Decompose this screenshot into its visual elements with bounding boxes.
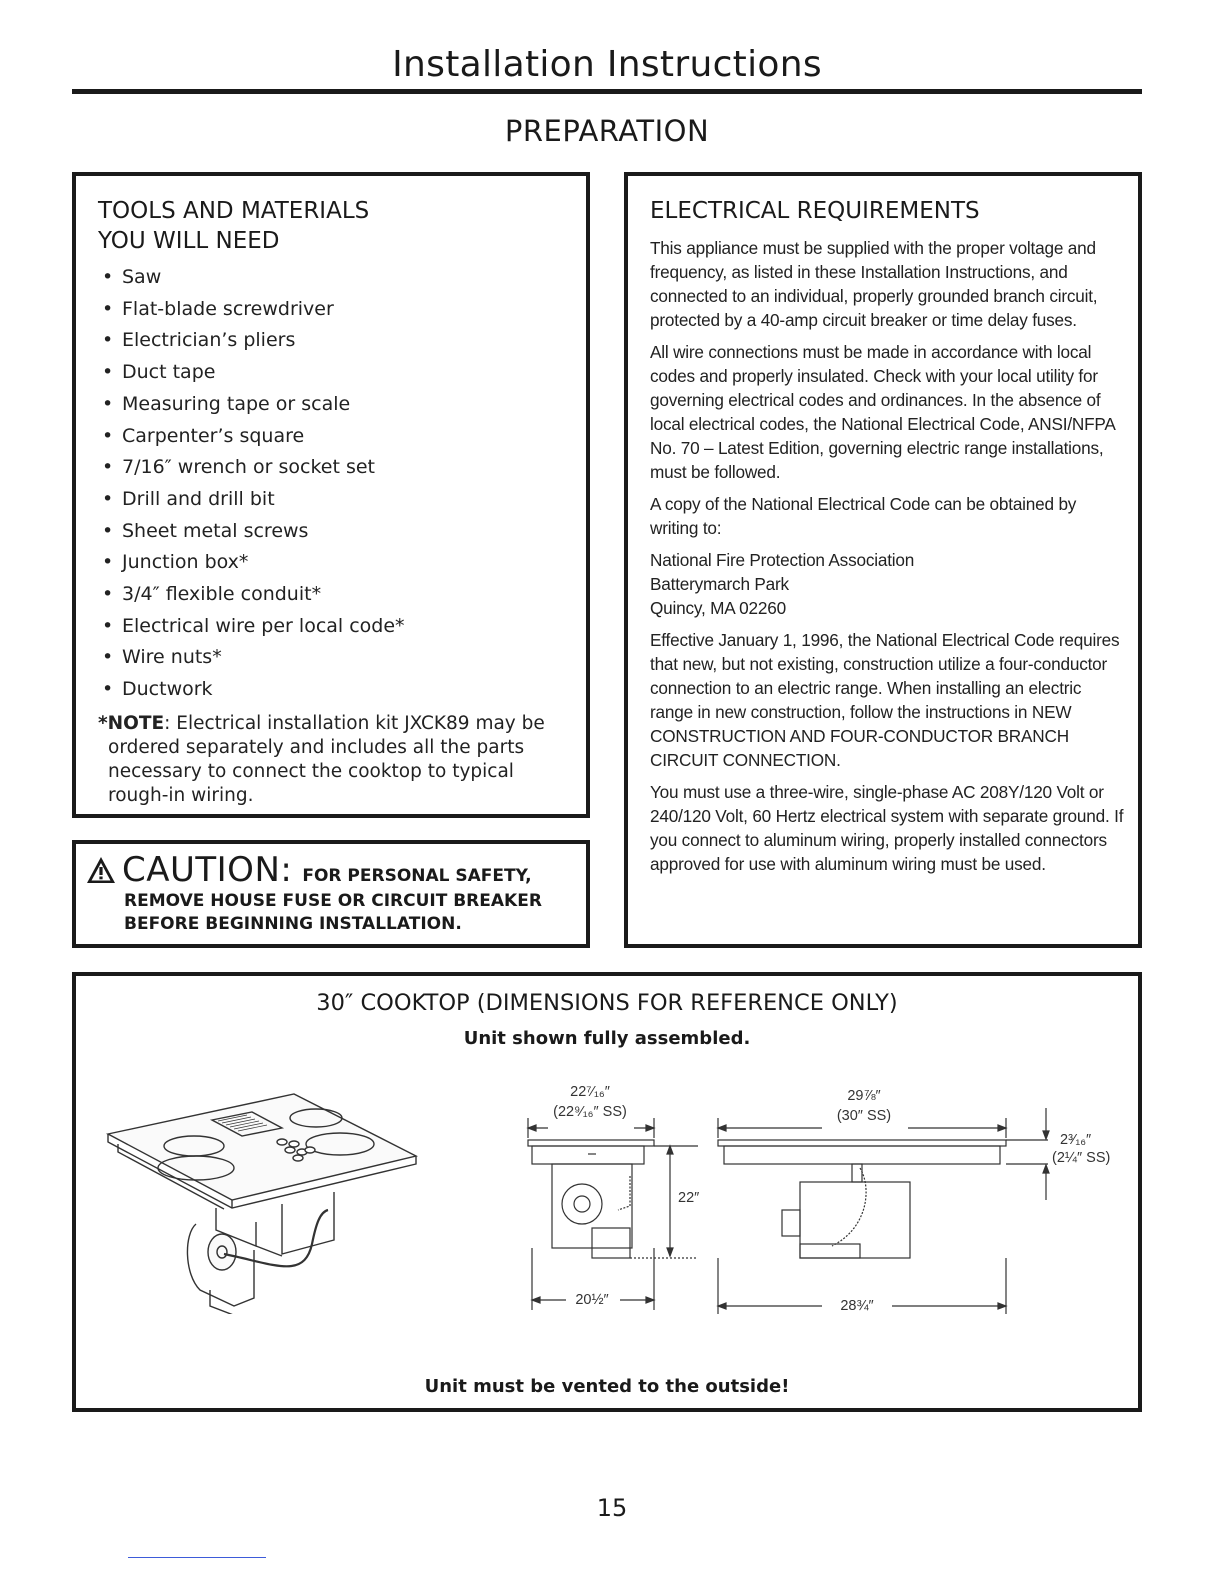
- bottom-link-underline: [128, 1557, 266, 1558]
- tools-list-item: [98, 516, 570, 548]
- bullet-icon: •: [102, 297, 114, 320]
- dimensions-subtitle: Unit shown fully assembled.: [463, 1028, 751, 1049]
- electrical-requirements-box: [624, 172, 1142, 948]
- tools-list-item-label: 7/16″ wrench or socket set: [122, 456, 375, 479]
- note-text: : Electrical installation kit JXCK89 may be ordered separately and includes all the parts necessary to connect the cooktop to typical rough-in wiring.: [108, 712, 545, 806]
- tools-heading: [98, 196, 570, 256]
- tools-list-item: [98, 611, 570, 643]
- tools-list-item-label: Ductwork: [122, 678, 213, 701]
- tools-list: [98, 262, 570, 706]
- electrical-para-3: A copy of the National Electrical Code can be obtained by writing to:: [650, 494, 1077, 538]
- tools-list-item: [98, 325, 570, 357]
- bullet-icon: •: [102, 583, 114, 606]
- bullet-icon: •: [102, 519, 114, 542]
- front-width-label: 29⅞″: [847, 1088, 881, 1104]
- tools-list-item: [98, 262, 570, 294]
- tools-list-item-label: Electrical wire per local code*: [122, 614, 405, 637]
- electrical-para-5: You must use a three-wire, single-phase AC 208Y/120 Volt or 240/120 Volt, 60 Hertz electrical system with separate ground. If you connect to aluminum wiring, properly installed connectors approved for use with aluminum wiring must be used.: [650, 782, 1124, 874]
- front-depth-ss-label: (2¼″ SS): [1052, 1150, 1111, 1166]
- caution-box: [72, 840, 590, 948]
- tools-note: [98, 712, 570, 808]
- tools-heading-line1: TOOLS AND MATERIALS: [98, 198, 370, 224]
- dimensions-title: 30″ COOKTOP (DIMENSIONS FOR REFERENCE ONLY): [316, 990, 898, 1016]
- tools-list-item: [98, 421, 570, 453]
- bullet-icon: •: [102, 551, 114, 574]
- tools-list-item-label: 3/4″ flexible conduit*: [122, 583, 322, 606]
- bullet-icon: •: [102, 678, 114, 701]
- tools-list-item-label: Drill and drill bit: [122, 487, 275, 510]
- tools-list-item: [98, 294, 570, 326]
- vent-outside-note: Unit must be vented to the outside!: [424, 1376, 790, 1397]
- caution-line3: BEFORE BEGINNING INSTALLATION.: [124, 914, 462, 934]
- address-line-3: Quincy, MA 02260: [650, 598, 786, 618]
- caution-line2: REMOVE HOUSE FUSE OR CIRCUIT BREAKER: [124, 891, 542, 911]
- tools-list-item: [98, 642, 570, 674]
- electrical-para-4: Effective January 1, 1996, the National Electrical Code requires that new, but not existing, construction utilize a four-conductor connection to an electric range. When installing an electric range in new construction, follow the instructions in NEW CONSTRUCTION AND FOUR-CONDUCTOR BRANCH CIRCUIT CONNECTION.: [650, 630, 1120, 770]
- tools-list-item-label: Flat-blade screwdriver: [122, 297, 334, 320]
- title-rule: [72, 89, 1142, 94]
- tools-list-item-label: Electrician’s pliers: [122, 329, 296, 352]
- bullet-icon: •: [102, 392, 114, 415]
- tools-list-item-label: Wire nuts*: [122, 646, 222, 669]
- tools-list-item: [98, 452, 570, 484]
- tools-list-item-label: Measuring tape or scale: [122, 392, 351, 415]
- bullet-icon: •: [102, 456, 114, 479]
- bullet-icon: •: [102, 361, 114, 384]
- address-line-2: Batterymarch Park: [650, 574, 789, 594]
- caution-lead: FOR PERSONAL SAFETY,: [302, 866, 532, 886]
- page-number: 15: [596, 1494, 628, 1522]
- tools-list-item-label: Saw: [122, 266, 162, 288]
- electrical-para-1: This appliance must be supplied with the proper voltage and frequency, as listed in these Installation Instructions, and connected to an individual, properly grounded branch circuit, protected by a 40-amp circuit breaker or time delay fuses.: [650, 238, 1098, 330]
- bullet-icon: •: [102, 614, 114, 637]
- tools-list-item-label: Junction box*: [122, 551, 249, 574]
- tools-materials-box: [72, 172, 590, 818]
- electrical-para-2: All wire connections must be made in accordance with local codes and properly insulated. Check with your local utility for governing electrical codes and ordinances. In the absence of local electrical codes, the National Electrical Code, ANSI/NFPA No. 70 – Latest Edition, governing electric range installations, must be followed.: [650, 342, 1115, 482]
- tools-list-item: [98, 389, 570, 421]
- tools-list-item: [98, 674, 570, 706]
- front-depth-label: 2³⁄₁₆″: [1060, 1132, 1092, 1148]
- tools-list-item-label: Sheet metal screws: [122, 519, 309, 542]
- bullet-icon: •: [102, 424, 114, 447]
- page-title: Installation Instructions: [392, 44, 822, 85]
- tools-list-item: [98, 579, 570, 611]
- tools-list-item: [98, 547, 570, 579]
- dimensions-box: [72, 972, 1142, 1412]
- bullet-icon: •: [102, 646, 114, 669]
- tools-list-item-label: Carpenter’s square: [122, 424, 305, 447]
- tools-heading-line2: YOU WILL NEED: [98, 228, 280, 254]
- tools-list-item: [98, 357, 570, 389]
- side-base-label: 20½″: [575, 1292, 609, 1308]
- electrical-heading: ELECTRICAL REQUIREMENTS: [650, 198, 980, 224]
- tools-list-item-label: Duct tape: [122, 361, 216, 384]
- caution-word: CAUTION:: [122, 850, 293, 890]
- bullet-icon: •: [102, 329, 114, 352]
- address-line-1: National Fire Protection Association: [650, 550, 915, 570]
- tools-list-item: [98, 484, 570, 516]
- bullet-icon: •: [102, 487, 114, 510]
- warning-triangle-icon: [86, 856, 116, 884]
- side-height-label: 22″: [678, 1190, 700, 1206]
- front-base-label: 28¾″: [840, 1298, 874, 1314]
- bullet-icon: •: [102, 266, 114, 288]
- note-label: *NOTE: [98, 712, 165, 734]
- section-title: PREPARATION: [504, 114, 710, 148]
- front-view-diagram: [712, 1078, 1132, 1324]
- front-width-ss-label: (30″ SS): [836, 1108, 892, 1124]
- nfpa-address: [650, 548, 1124, 620]
- cooktop-isometric-illustration: [104, 1084, 464, 1314]
- side-width-ss-label: (22⁹⁄₁₆″ SS): [553, 1104, 627, 1120]
- side-width-label: 22⁷⁄₁₆″: [570, 1084, 610, 1100]
